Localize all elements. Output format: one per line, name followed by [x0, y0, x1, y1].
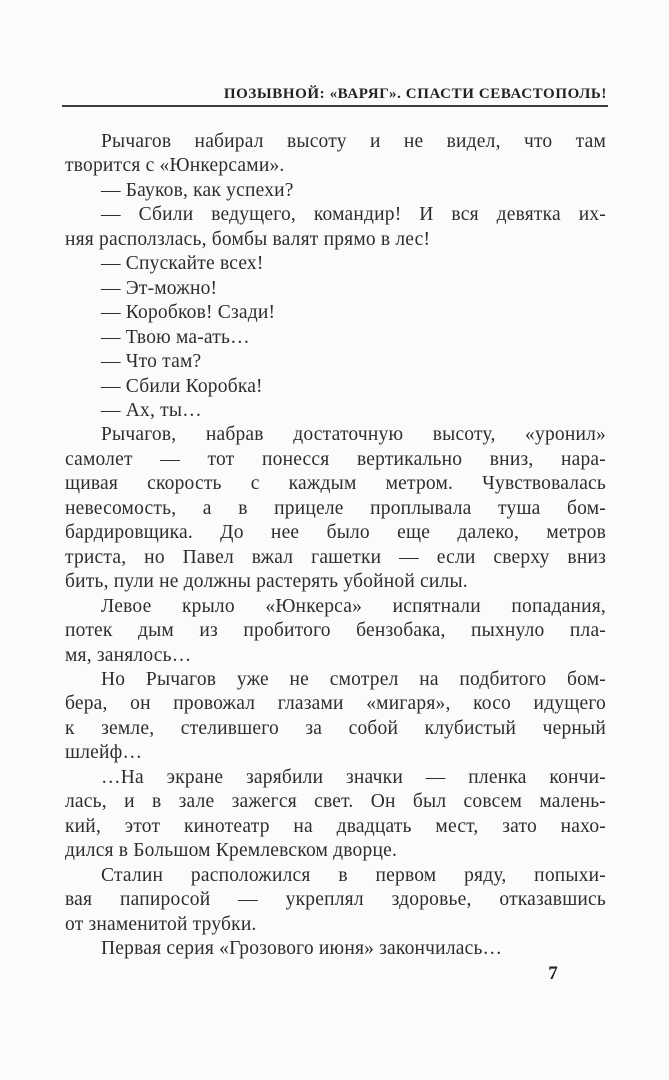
text-line: — Эт-можно! — [101, 277, 218, 299]
text-line: невесомость, а в прицеле проплывала туша бом- — [65, 497, 606, 519]
text-line: — Твою ма-ать… — [101, 326, 250, 348]
text-line: потек дым из пробитого бензобака, пыхнуло пла- — [65, 620, 606, 642]
text-line: бардировщика. До нее было еще далеко, метров — [65, 522, 606, 544]
text-line: — Коробков! Сзади! — [101, 302, 276, 324]
text-line: от знаменитой трубки. — [65, 913, 257, 935]
text-line: — Сбили Коробка! — [101, 375, 263, 397]
paragraph — [65, 252, 606, 276]
text-line: дился в Большом Кремлевском дворце. — [65, 840, 398, 862]
paragraph — [65, 130, 606, 179]
text-line: Первая серия «Грозового июня» закончилась… — [101, 937, 503, 959]
paragraph — [65, 301, 606, 325]
text-line: триста, но Павел вжал гашетки — если сверху вниз — [65, 546, 606, 568]
paragraph — [65, 399, 606, 423]
text-line: Рычагов набирал высоту и не видел, что там — [101, 131, 606, 152]
paragraph — [65, 668, 606, 766]
running-head: ПОЗЫВНОЙ: «ВАРЯГ». СПАСТИ СЕВАСТОПОЛЬ! — [223, 86, 607, 102]
text-line: мя, занялось… — [65, 644, 192, 666]
text-line: творится с «Юнкерсами». — [65, 155, 285, 177]
text-line: Но Рычагов уже не смотрел на подбитого бом- — [101, 668, 606, 690]
paragraph — [65, 375, 606, 399]
text-line: — Ах, ты… — [101, 399, 202, 421]
text-line: бить, пули не должны растерять убойной силы. — [65, 571, 468, 593]
text-line: вая папиросой — укреплял здоровье, отказавшись — [65, 889, 606, 911]
text-line: к земле, стелившего за собой клубистый черный — [65, 717, 606, 739]
text-line: — Сбили ведущего, командир! И вся девятка их- — [101, 204, 606, 226]
paragraph — [65, 937, 606, 961]
text-line: — Бауков, как успехи? — [101, 179, 294, 201]
body-text — [65, 130, 606, 961]
paragraph — [65, 595, 606, 668]
page-number: 7 — [548, 963, 558, 984]
text-line: лась, и в зале зажегся свет. Он был совсем малень- — [65, 791, 606, 813]
text-line: — Что там? — [101, 351, 202, 373]
paragraph — [65, 766, 606, 864]
text-line: Сталин расположился в первом ряду, попыхи- — [101, 864, 606, 886]
text-line: Левое крыло «Юнкерса» испятнали попадания, — [101, 595, 606, 617]
text-line: шлейф… — [65, 742, 143, 764]
header-rule-divider — [62, 105, 608, 107]
paragraph — [65, 203, 606, 252]
paragraph — [65, 423, 606, 594]
text-line: …На экране зарябили значки — пленка кончи- — [101, 766, 606, 788]
paragraph — [65, 277, 606, 301]
paragraph — [65, 864, 606, 937]
text-line: бера, он провожал глазами «мигаря», косо идущего — [65, 693, 606, 715]
text-line: щивая скорость с каждым метром. Чувствовалась — [65, 473, 606, 495]
text-line: самолет — тот понесся вертикально вниз, нара- — [65, 448, 606, 470]
paragraph — [65, 179, 606, 203]
text-line: кий, этот кинотеатр на двадцать мест, зато нахо- — [65, 815, 606, 837]
text-line: Рычагов, набрав достаточную высоту, «уронил» — [101, 424, 606, 446]
text-line: няя расползлась, бомбы валят прямо в лес! — [65, 228, 431, 250]
paragraph — [65, 326, 606, 350]
text-line: — Спускайте всех! — [101, 253, 264, 275]
paragraph — [65, 350, 606, 374]
